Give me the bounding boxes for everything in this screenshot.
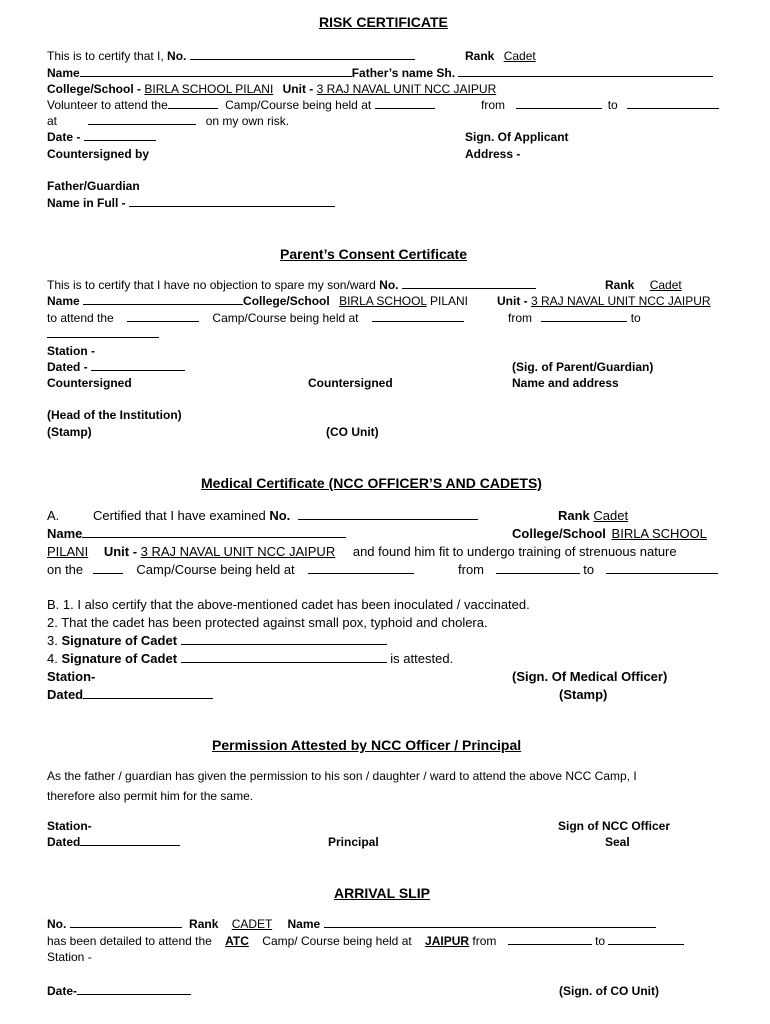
arrival-to-field[interactable] <box>608 934 684 945</box>
medical-dated-field[interactable] <box>83 688 213 699</box>
medical-college-value-1: BIRLA SCHOOL <box>611 526 707 541</box>
consent-sig-parent: (Sig. of Parent/Guardian) <box>512 360 654 374</box>
arrival-detailed-text: has been detailed to attend the <box>47 934 212 948</box>
medical-b3-line <box>47 633 387 649</box>
risk-college-label: College/School - <box>47 82 142 96</box>
risk-rank-value: Cadet <box>503 49 536 63</box>
arrival-name-label: Name <box>287 917 321 931</box>
medical-sign-officer: (Sign. Of Medical Officer) <box>512 669 668 684</box>
risk-at-text: at <box>47 114 58 128</box>
consent-name-line <box>47 294 468 308</box>
medical-name-label: Name <box>47 526 83 541</box>
medical-rank-value: Cadet <box>593 508 629 523</box>
risk-to-text: to <box>607 98 618 112</box>
medical-on-line <box>47 562 414 578</box>
permission-line-1: As the father / guardian has given the permission to his son / daughter / ward to attend the above NCC Camp, I <box>47 769 637 783</box>
medical-on-the: on the <box>47 562 84 577</box>
risk-father-field[interactable] <box>458 66 713 77</box>
medical-b2: 2. That the cadet has been protected against small pox, typhoid and cholera. <box>47 615 488 630</box>
risk-camp-text: Camp/Course being held at <box>225 98 372 112</box>
permission-line-2: therefore also permit him for the same. <box>47 789 254 803</box>
risk-father-label: Father’s name Sh. <box>351 66 456 80</box>
risk-volunteer-text: Volunteer to attend the <box>47 98 168 112</box>
arrival-date-field[interactable] <box>77 984 191 995</box>
risk-volunteer-line <box>47 98 435 112</box>
consent-stamp: (Stamp) <box>47 425 92 439</box>
medical-b3-num: 3. <box>47 633 58 648</box>
consent-unit-label: Unit - <box>497 294 528 308</box>
arrival-no-line <box>47 917 656 931</box>
permission-station-label: Station- <box>47 819 92 833</box>
risk-place-field[interactable] <box>375 98 435 109</box>
arrival-name-field[interactable] <box>324 917 656 928</box>
medical-b1: B. 1. I also certify that the above-mentioned cadet has been inoculated / vaccinated. <box>47 597 530 612</box>
arrival-from-text: from <box>472 934 497 948</box>
consent-from-to <box>508 311 641 325</box>
risk-name-in-full-label: Name in Full - <box>47 196 126 210</box>
risk-father-guardian: Father/Guardian <box>47 179 140 193</box>
consent-dated-field[interactable] <box>91 360 185 371</box>
arrival-camp-text: Camp/ Course being held at <box>262 934 412 948</box>
arrival-rank-value: CADET <box>231 917 273 931</box>
consent-rank-label: Rank <box>605 278 635 292</box>
medical-certified-line <box>93 508 478 524</box>
medical-b4-label: Signature of Cadet <box>61 651 178 666</box>
consent-to-field[interactable] <box>47 327 159 338</box>
risk-address-label: Address - <box>465 147 521 161</box>
medical-certified-text: Certified that I have examined <box>93 508 266 523</box>
medical-b4-field[interactable] <box>181 652 387 663</box>
arrival-to-text: to <box>595 934 606 948</box>
risk-college-value: BIRLA SCHOOL PILANI <box>144 82 274 96</box>
consent-station-label: Station - <box>47 344 95 358</box>
medical-rank-label: Rank <box>558 508 590 523</box>
medical-b4-line <box>47 651 453 667</box>
consent-unit <box>497 294 711 308</box>
risk-unit-label: Unit - <box>282 82 314 96</box>
consent-college-value: BIRLA SCHOOL <box>339 294 427 308</box>
consent-rank <box>605 278 682 292</box>
consent-unit-value: 3 RAJ NAVAL UNIT NCC JAIPUR <box>531 294 711 308</box>
permission-seal: Seal <box>605 835 630 849</box>
risk-name-in-full-line <box>47 196 335 210</box>
consent-countersigned-1: Countersigned <box>47 376 132 390</box>
arrival-place: JAIPUR <box>425 934 470 948</box>
medical-dated-line <box>47 687 213 703</box>
medical-camp-text: Camp/Course being held at <box>136 562 295 577</box>
permission-sign-ncc: Sign of NCC Officer <box>558 819 671 833</box>
arrival-sign-co: (Sign. of CO Unit) <box>559 984 659 998</box>
risk-from-field[interactable] <box>516 98 602 109</box>
risk-certify-text: This is to certify that I, <box>47 49 164 63</box>
medical-college-label: College/School <box>512 526 606 541</box>
medical-b3-label: Signature of Cadet <box>61 633 178 648</box>
risk-date-line <box>47 130 156 144</box>
arrival-no-field[interactable] <box>70 917 182 928</box>
arrival-no-label: No. <box>47 917 67 931</box>
consent-rank-value: Cadet <box>649 278 682 292</box>
medical-found-fit: and found him fit to undergo training of strenuous nature <box>352 544 677 559</box>
risk-rank-label: Rank <box>465 49 495 63</box>
medical-from-text: from <box>458 562 484 577</box>
consent-to-line <box>47 327 159 341</box>
consent-camp-text: Camp/Course being held at <box>212 311 359 325</box>
consent-name-label: Name <box>47 294 80 308</box>
medical-from-to <box>458 562 718 578</box>
consent-certify-text: This is to certify that I have no objection to spare my son/ward <box>47 278 376 292</box>
medical-to-field[interactable] <box>606 563 718 574</box>
medical-b4-num: 4. <box>47 651 58 666</box>
consent-co-unit: (CO Unit) <box>326 425 379 439</box>
medical-a-label: A. <box>47 508 60 523</box>
medical-unit-value: 3 RAJ NAVAL UNIT NCC JAIPUR <box>140 544 336 559</box>
risk-college-line <box>47 82 496 96</box>
risk-name-line <box>47 66 713 80</box>
arrival-rank-label: Rank <box>189 917 219 931</box>
consent-attend-line <box>47 311 464 325</box>
medical-title: Medical Certificate (NCC OFFICER’S AND CADETS) <box>201 475 542 491</box>
permission-dated-label: Dated <box>47 835 81 849</box>
medical-dated-label: Dated <box>47 687 84 702</box>
risk-unit-value: 3 RAJ NAVAL UNIT NCC JAIPUR <box>316 82 497 96</box>
risk-name-in-full-field[interactable] <box>129 196 335 207</box>
consent-from-text: from <box>508 311 532 325</box>
consent-dated-line <box>47 360 185 374</box>
consent-name-field[interactable] <box>83 294 243 305</box>
medical-college <box>512 526 707 542</box>
risk-sign-applicant: Sign. Of Applicant <box>465 130 569 144</box>
arrival-date-line <box>47 984 191 998</box>
medical-b3-field[interactable] <box>181 634 387 645</box>
consent-college-rest: PILANI <box>430 294 469 308</box>
medical-name-line <box>47 526 346 542</box>
arrival-date-label: Date- <box>47 984 78 998</box>
risk-rank <box>465 49 536 63</box>
risk-certify-line <box>47 49 415 63</box>
medical-stamp: (Stamp) <box>559 687 608 702</box>
risk-name-field[interactable] <box>80 66 352 77</box>
consent-head-institution: (Head of the Institution) <box>47 408 182 422</box>
consent-countersigned-2: Countersigned <box>308 376 393 390</box>
risk-at-field[interactable] <box>88 114 196 125</box>
consent-camp-field[interactable] <box>127 311 199 322</box>
risk-date-label: Date - <box>47 130 81 144</box>
consent-no-field[interactable] <box>402 278 536 289</box>
risk-own-risk-text: on my own risk. <box>205 114 290 128</box>
medical-rank <box>558 508 628 524</box>
medical-name-field[interactable] <box>82 527 346 538</box>
arrival-detailed-line <box>47 934 684 948</box>
consent-college-label: College/School <box>243 294 330 308</box>
permission-title: Permission Attested by NCC Officer / Principal <box>212 737 522 753</box>
consent-dated-label: Dated - <box>47 360 88 374</box>
medical-station-label: Station- <box>47 669 96 684</box>
consent-to-text: to <box>630 311 641 325</box>
risk-camp-field[interactable] <box>168 98 218 109</box>
risk-from-text: from <box>481 98 505 112</box>
risk-certificate-title: RISK CERTIFICATE <box>319 14 448 30</box>
consent-name-address: Name and address <box>512 376 619 390</box>
risk-from-to <box>481 98 719 112</box>
medical-place-field[interactable] <box>308 563 414 574</box>
consent-no-label: No. <box>379 278 399 292</box>
permission-dated-field[interactable] <box>80 835 180 846</box>
arrival-atc: ATC <box>225 934 249 948</box>
medical-unit-line <box>47 544 677 560</box>
risk-to-field[interactable] <box>627 98 719 109</box>
arrival-from-field[interactable] <box>508 934 592 945</box>
arrival-station-label: Station - <box>47 950 92 964</box>
permission-principal: Principal <box>328 835 379 849</box>
risk-name-label: Name <box>47 66 80 80</box>
consent-from-field[interactable] <box>541 311 627 322</box>
medical-from-field[interactable] <box>496 563 580 574</box>
consent-place-field[interactable] <box>372 311 464 322</box>
permission-dated-line <box>47 835 180 849</box>
arrival-title: ARRIVAL SLIP <box>334 885 430 901</box>
medical-attested: is attested. <box>390 651 454 666</box>
consent-certify-line <box>47 278 536 292</box>
medical-camp-field[interactable] <box>93 563 123 574</box>
risk-no-label: No. <box>167 49 187 63</box>
risk-date-field[interactable] <box>84 130 156 141</box>
medical-no-label: No. <box>269 508 291 523</box>
medical-college-value-2: PILANI <box>47 544 89 559</box>
medical-no-field[interactable] <box>298 509 478 520</box>
risk-countersigned-by: Countersigned by <box>47 147 150 161</box>
risk-no-field[interactable] <box>190 49 415 60</box>
consent-title: Parent’s Consent Certificate <box>280 246 467 262</box>
risk-at-line <box>47 114 289 128</box>
medical-unit-label: Unit - <box>103 544 138 559</box>
consent-attend-text: to attend the <box>47 311 114 325</box>
medical-to-text: to <box>583 562 595 577</box>
